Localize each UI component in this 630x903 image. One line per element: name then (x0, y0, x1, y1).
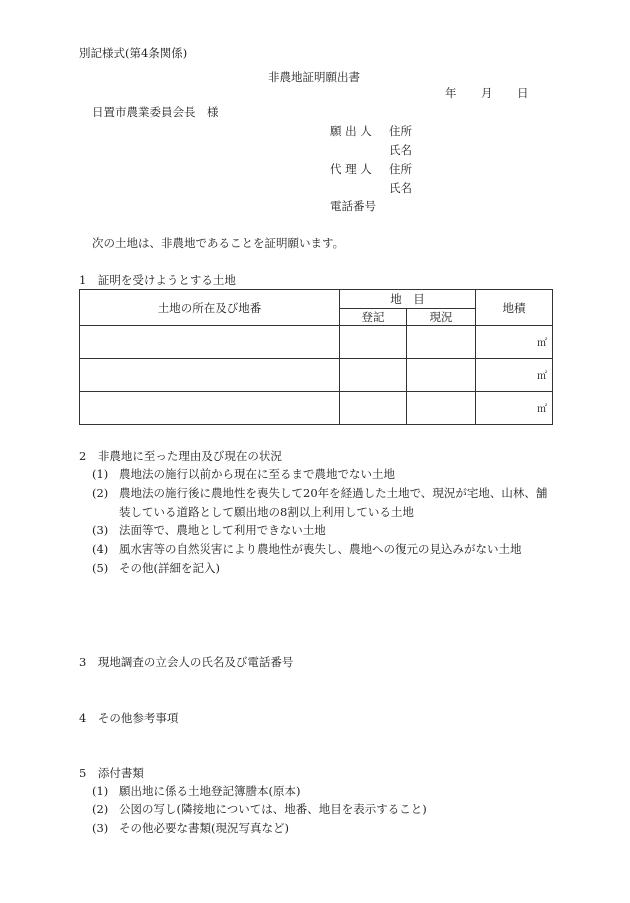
area-unit[interactable]: ㎡ (476, 359, 553, 392)
list-item: 装している道路として願出地の8割以上利用している土地 (119, 505, 414, 519)
phone-label: 電話番号 (330, 199, 376, 213)
form-reference: 別記様式(第4条関係) (79, 46, 188, 60)
header-current: 現況 (407, 309, 476, 326)
table-row (80, 392, 553, 425)
current-cell[interactable] (407, 359, 476, 392)
date-day-label: 日 (517, 86, 529, 100)
list-item: (2) 公図の写し(隣接地については、地番、地目を表示すること) (92, 802, 427, 816)
location-cell[interactable] (80, 326, 340, 359)
list-item: (5) その他(詳細を記入) (92, 561, 220, 575)
list-item: (3) 法面等で、農地として利用できない土地 (92, 523, 326, 537)
section4-heading: 4 その他参考事項 (79, 711, 179, 725)
section5-heading: 5 添付書類 (79, 766, 144, 780)
applicant-label: 願 出 人 (330, 124, 372, 138)
land-table (79, 289, 553, 425)
area-unit[interactable]: ㎡ (476, 392, 553, 425)
registered-cell[interactable] (340, 392, 407, 425)
applicant-name-label: 氏名 (389, 143, 412, 157)
section1-heading: 1 証明を受けようとする土地 (79, 273, 236, 287)
agent-name-label: 氏名 (389, 181, 412, 195)
document-title: 非農地証明願出書 (268, 70, 360, 84)
applicant-address-label: 住所 (389, 124, 412, 138)
date-month-label: 月 (481, 86, 493, 100)
registered-cell[interactable] (340, 359, 407, 392)
header-location: 土地の所在及び地番 (80, 290, 340, 326)
table-row (80, 326, 553, 359)
section3-heading: 3 現地調査の立会人の氏名及び電話番号 (79, 655, 294, 669)
location-cell[interactable] (80, 359, 340, 392)
list-item: (4) 風水害等の自然災害により農地性が喪失し、農地への復元の見込みがない土地 (92, 542, 522, 556)
location-cell[interactable] (80, 392, 340, 425)
list-item: (1) 農地法の施行以前から現在に至るまで農地でない土地 (92, 467, 395, 481)
header-area: 地積 (476, 290, 553, 326)
agent-address-label: 住所 (389, 162, 412, 176)
date-year-label: 年 (445, 86, 457, 100)
current-cell[interactable] (407, 392, 476, 425)
list-item: (3) その他必要な書類(現況写真など) (92, 821, 289, 835)
area-unit[interactable]: ㎡ (476, 326, 553, 359)
intro-text: 次の土地は、非農地であることを証明願います。 (92, 236, 345, 250)
list-item: (1) 願出地に係る土地登記簿謄本(原本) (92, 784, 301, 798)
addressee: 日置市農業委員会長 様 (92, 105, 219, 119)
agent-label: 代 理 人 (330, 162, 372, 176)
list-item: (2) 農地法の施行後に農地性を喪失して20年を経過した土地で、現況が宅地、山林、舗 (92, 486, 548, 500)
registered-cell[interactable] (340, 326, 407, 359)
header-registered: 登記 (340, 309, 407, 326)
current-cell[interactable] (407, 326, 476, 359)
section2-heading: 2 非農地に至った理由及び現在の状況 (79, 449, 282, 463)
table-row (80, 359, 553, 392)
header-category: 地 目 (340, 290, 476, 309)
